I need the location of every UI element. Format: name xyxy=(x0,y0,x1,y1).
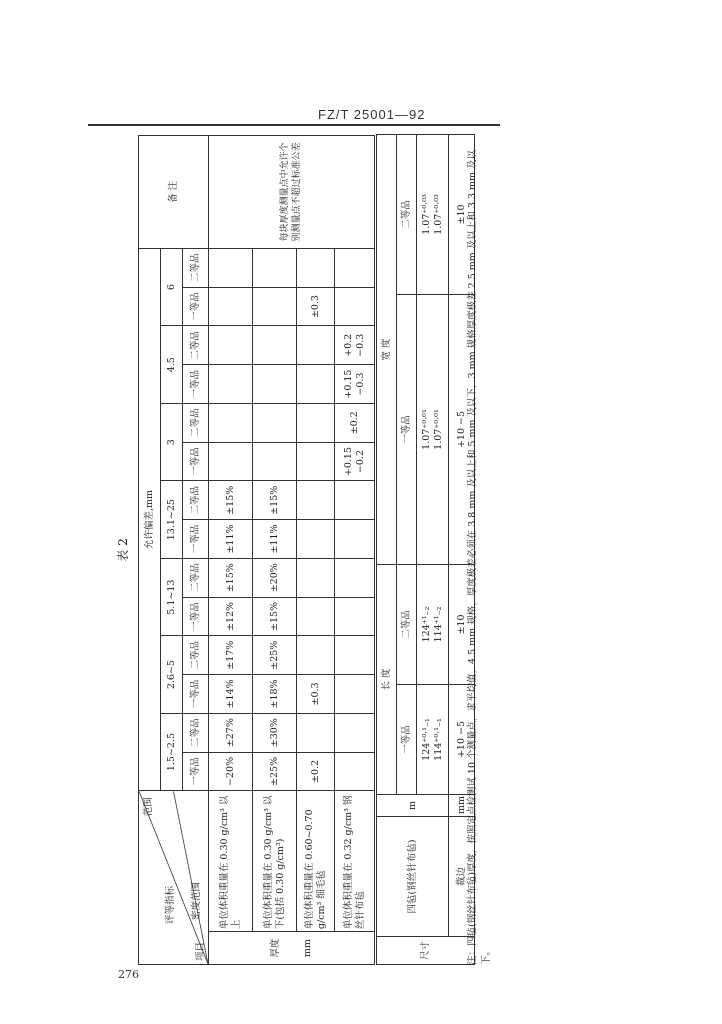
tolerance-cell xyxy=(253,403,297,442)
tolerance-cell: ±11% xyxy=(253,520,297,559)
tolerance-cell: ±15% xyxy=(253,597,297,636)
length-g1-values: 124⁺⁰·¹₋₁ 114⁺⁰·¹₋₁ xyxy=(417,685,449,795)
tolerance-cell xyxy=(209,365,253,404)
tolerance-cell: ±12% xyxy=(209,597,253,636)
tolerance-cell xyxy=(335,597,375,636)
tolerance-cell xyxy=(335,636,375,675)
tolerance-cell xyxy=(297,248,335,287)
edge-label: 裁边 xyxy=(449,817,475,937)
grade-header: 一等品 xyxy=(183,365,209,404)
tolerance-cell: ±17% xyxy=(209,636,253,675)
tolerance-cell xyxy=(209,403,253,442)
unit-m: m xyxy=(377,795,449,817)
density-desc: 单位体积重量在 0.60~0.70 g/cm³ 细毛毡 xyxy=(297,791,335,932)
grade-header: 二等品 xyxy=(183,326,209,365)
tolerance-cell xyxy=(335,558,375,597)
corner-density: 密度范围 xyxy=(191,881,202,920)
tolerance-cell: ±0.2 xyxy=(297,752,335,791)
grade-header: 一等品 xyxy=(183,442,209,481)
tolerance-cell xyxy=(335,520,375,559)
grade-header: 二等品 xyxy=(183,481,209,520)
tolerance-cell xyxy=(253,248,297,287)
standard-number: FZ/T 25001—92 xyxy=(318,107,426,122)
tolerance-cell xyxy=(297,636,335,675)
size-label: 尺寸 xyxy=(377,937,475,965)
tolerance-cell: ±30% xyxy=(253,713,297,752)
tolerance-cell xyxy=(297,365,335,404)
length-header: 长 度 xyxy=(377,565,397,795)
tolerance-cell xyxy=(209,326,253,365)
tolerance-cell xyxy=(335,713,375,752)
grade-header: 一等品 xyxy=(183,675,209,714)
tolerance-cell xyxy=(209,287,253,326)
tolerance-cell: ±15% xyxy=(209,481,253,520)
edge-length-g2: ±10 xyxy=(449,565,475,685)
tolerance-cell: ±0.3 xyxy=(297,675,335,714)
tolerance-cell: ±0.2 xyxy=(335,403,375,442)
range-2: 2.6~5 xyxy=(161,636,183,713)
tolerance-cell xyxy=(297,713,335,752)
tolerance-cell xyxy=(253,442,297,481)
tolerance-cell xyxy=(297,481,335,520)
grade-header: 一等品 xyxy=(183,520,209,559)
remark-header: 备 注 xyxy=(139,136,209,249)
tolerance-cell xyxy=(253,365,297,404)
length-grade1: 一等品 xyxy=(397,685,417,795)
tolerance-cell: ±11% xyxy=(209,520,253,559)
edge-width-g1: +10 −5 xyxy=(449,295,475,565)
corner-index: 评等指标 xyxy=(165,885,176,924)
tolerance-cell xyxy=(253,287,297,326)
tolerance-cell: +0.15 −0.3 xyxy=(335,365,375,404)
grade-header: 一等品 xyxy=(183,752,209,791)
width-g1-values: 1.07⁺⁰·⁰¹ 1.07⁺⁰·⁰¹ xyxy=(417,295,449,565)
tolerance-cell: ±15% xyxy=(253,481,297,520)
tolerance-cell xyxy=(297,558,335,597)
grade-header: 二等品 xyxy=(183,248,209,287)
tolerance-cell xyxy=(253,326,297,365)
tolerance-cell xyxy=(335,287,375,326)
tolerance-cell xyxy=(335,248,375,287)
tolerance-cell xyxy=(335,675,375,714)
tolerance-cell: ±20% xyxy=(253,558,297,597)
tolerance-cell xyxy=(297,442,335,481)
tolerance-cell: ±25% xyxy=(253,636,297,675)
remark-text: 每块厚度测量点中允许个别测量点不超过标准公差 xyxy=(209,136,375,249)
grade-header: 二等品 xyxy=(183,403,209,442)
page-number: 276 xyxy=(118,968,139,981)
edge-width-g2: ±10 xyxy=(449,134,475,294)
tolerance-cell: ±18% xyxy=(253,675,297,714)
size-table xyxy=(376,134,475,965)
rotated-table-page xyxy=(114,135,504,965)
tolerance-cell xyxy=(209,442,253,481)
tolerance-cell xyxy=(209,248,253,287)
tolerance-table xyxy=(138,135,375,965)
tolerance-cell xyxy=(297,597,335,636)
tolerance-cell: +0.2 −0.3 xyxy=(335,326,375,365)
table-note: 注：四毡(钢丝针布毡)厚度，按照定点检测试 10 个测量点，求平均值，4.5 mm 规格，厚度极差必须在 3.8 mm 及以上和 5 mm 及以下，3 mm 规格厚度极差 2.5 mm 及以上和 3.3 mm 及以下。 xyxy=(467,150,492,965)
tolerance-cell: ±14% xyxy=(209,675,253,714)
width-header: 宽 度 xyxy=(377,134,397,564)
tolerance-cell xyxy=(335,752,375,791)
range-4: 13.1~25 xyxy=(161,481,183,558)
header-rule xyxy=(88,124,500,126)
length-g2-values: 124⁺¹₋₂ 114⁺¹₋₂ xyxy=(417,565,449,685)
tolerance-cell xyxy=(335,481,375,520)
size-item-label: 四毡(钢丝针布毡) xyxy=(377,817,449,937)
tolerance-cell: ±0.3 xyxy=(297,287,335,326)
range-5: 3 xyxy=(161,403,183,480)
corner-item: 项目 xyxy=(195,941,206,961)
tolerance-cell xyxy=(297,520,335,559)
tolerance-cell: ±25% xyxy=(253,752,297,791)
grade-header: 二等品 xyxy=(183,713,209,752)
edge-length-g1: +10 −5 xyxy=(449,685,475,795)
tolerance-cell: ±27% xyxy=(209,713,253,752)
range-6: 4.5 xyxy=(161,326,183,403)
corner-cell xyxy=(139,791,209,965)
tolerance-cell xyxy=(297,326,335,365)
range-1: 1.5~2.5 xyxy=(161,713,183,790)
allow-header: 允许偏差,mm xyxy=(139,248,161,790)
tolerance-cell: ±15% xyxy=(209,558,253,597)
grade-header: 二等品 xyxy=(183,558,209,597)
density-desc: 单位体积重量在 0.30 g/cm³ 以上 xyxy=(209,791,253,932)
table-caption: 表 2 xyxy=(116,538,130,562)
corner-range: 范围 xyxy=(143,797,154,817)
width-g2-values: 1.07⁺⁰·⁰³ 1.07⁺⁰·⁰³ xyxy=(417,134,449,294)
thickness-label: 厚度 mm xyxy=(209,932,375,965)
length-grade2: 二等品 xyxy=(397,565,417,685)
density-desc: 单位体积重量在 0.30 g/cm³ 以下(包括 0.30 g/cm³) xyxy=(253,791,297,932)
tolerance-cell xyxy=(297,403,335,442)
grade-header: 二等品 xyxy=(183,636,209,675)
range-7: 6 xyxy=(161,248,183,326)
width-grade2: 二等品 xyxy=(397,134,417,294)
grade-header: 一等品 xyxy=(183,287,209,326)
unit-mm: mm xyxy=(449,795,475,817)
width-grade1: 一等品 xyxy=(397,295,417,565)
density-desc: 单位体积重量在 0.32 g/cm³ 钢丝针布毡 xyxy=(335,791,375,932)
tolerance-cell: −20% xyxy=(209,752,253,791)
tolerance-cell: +0.15 −0.2 xyxy=(335,442,375,481)
grade-header: 一等品 xyxy=(183,597,209,636)
range-3: 5.1~13 xyxy=(161,558,183,635)
